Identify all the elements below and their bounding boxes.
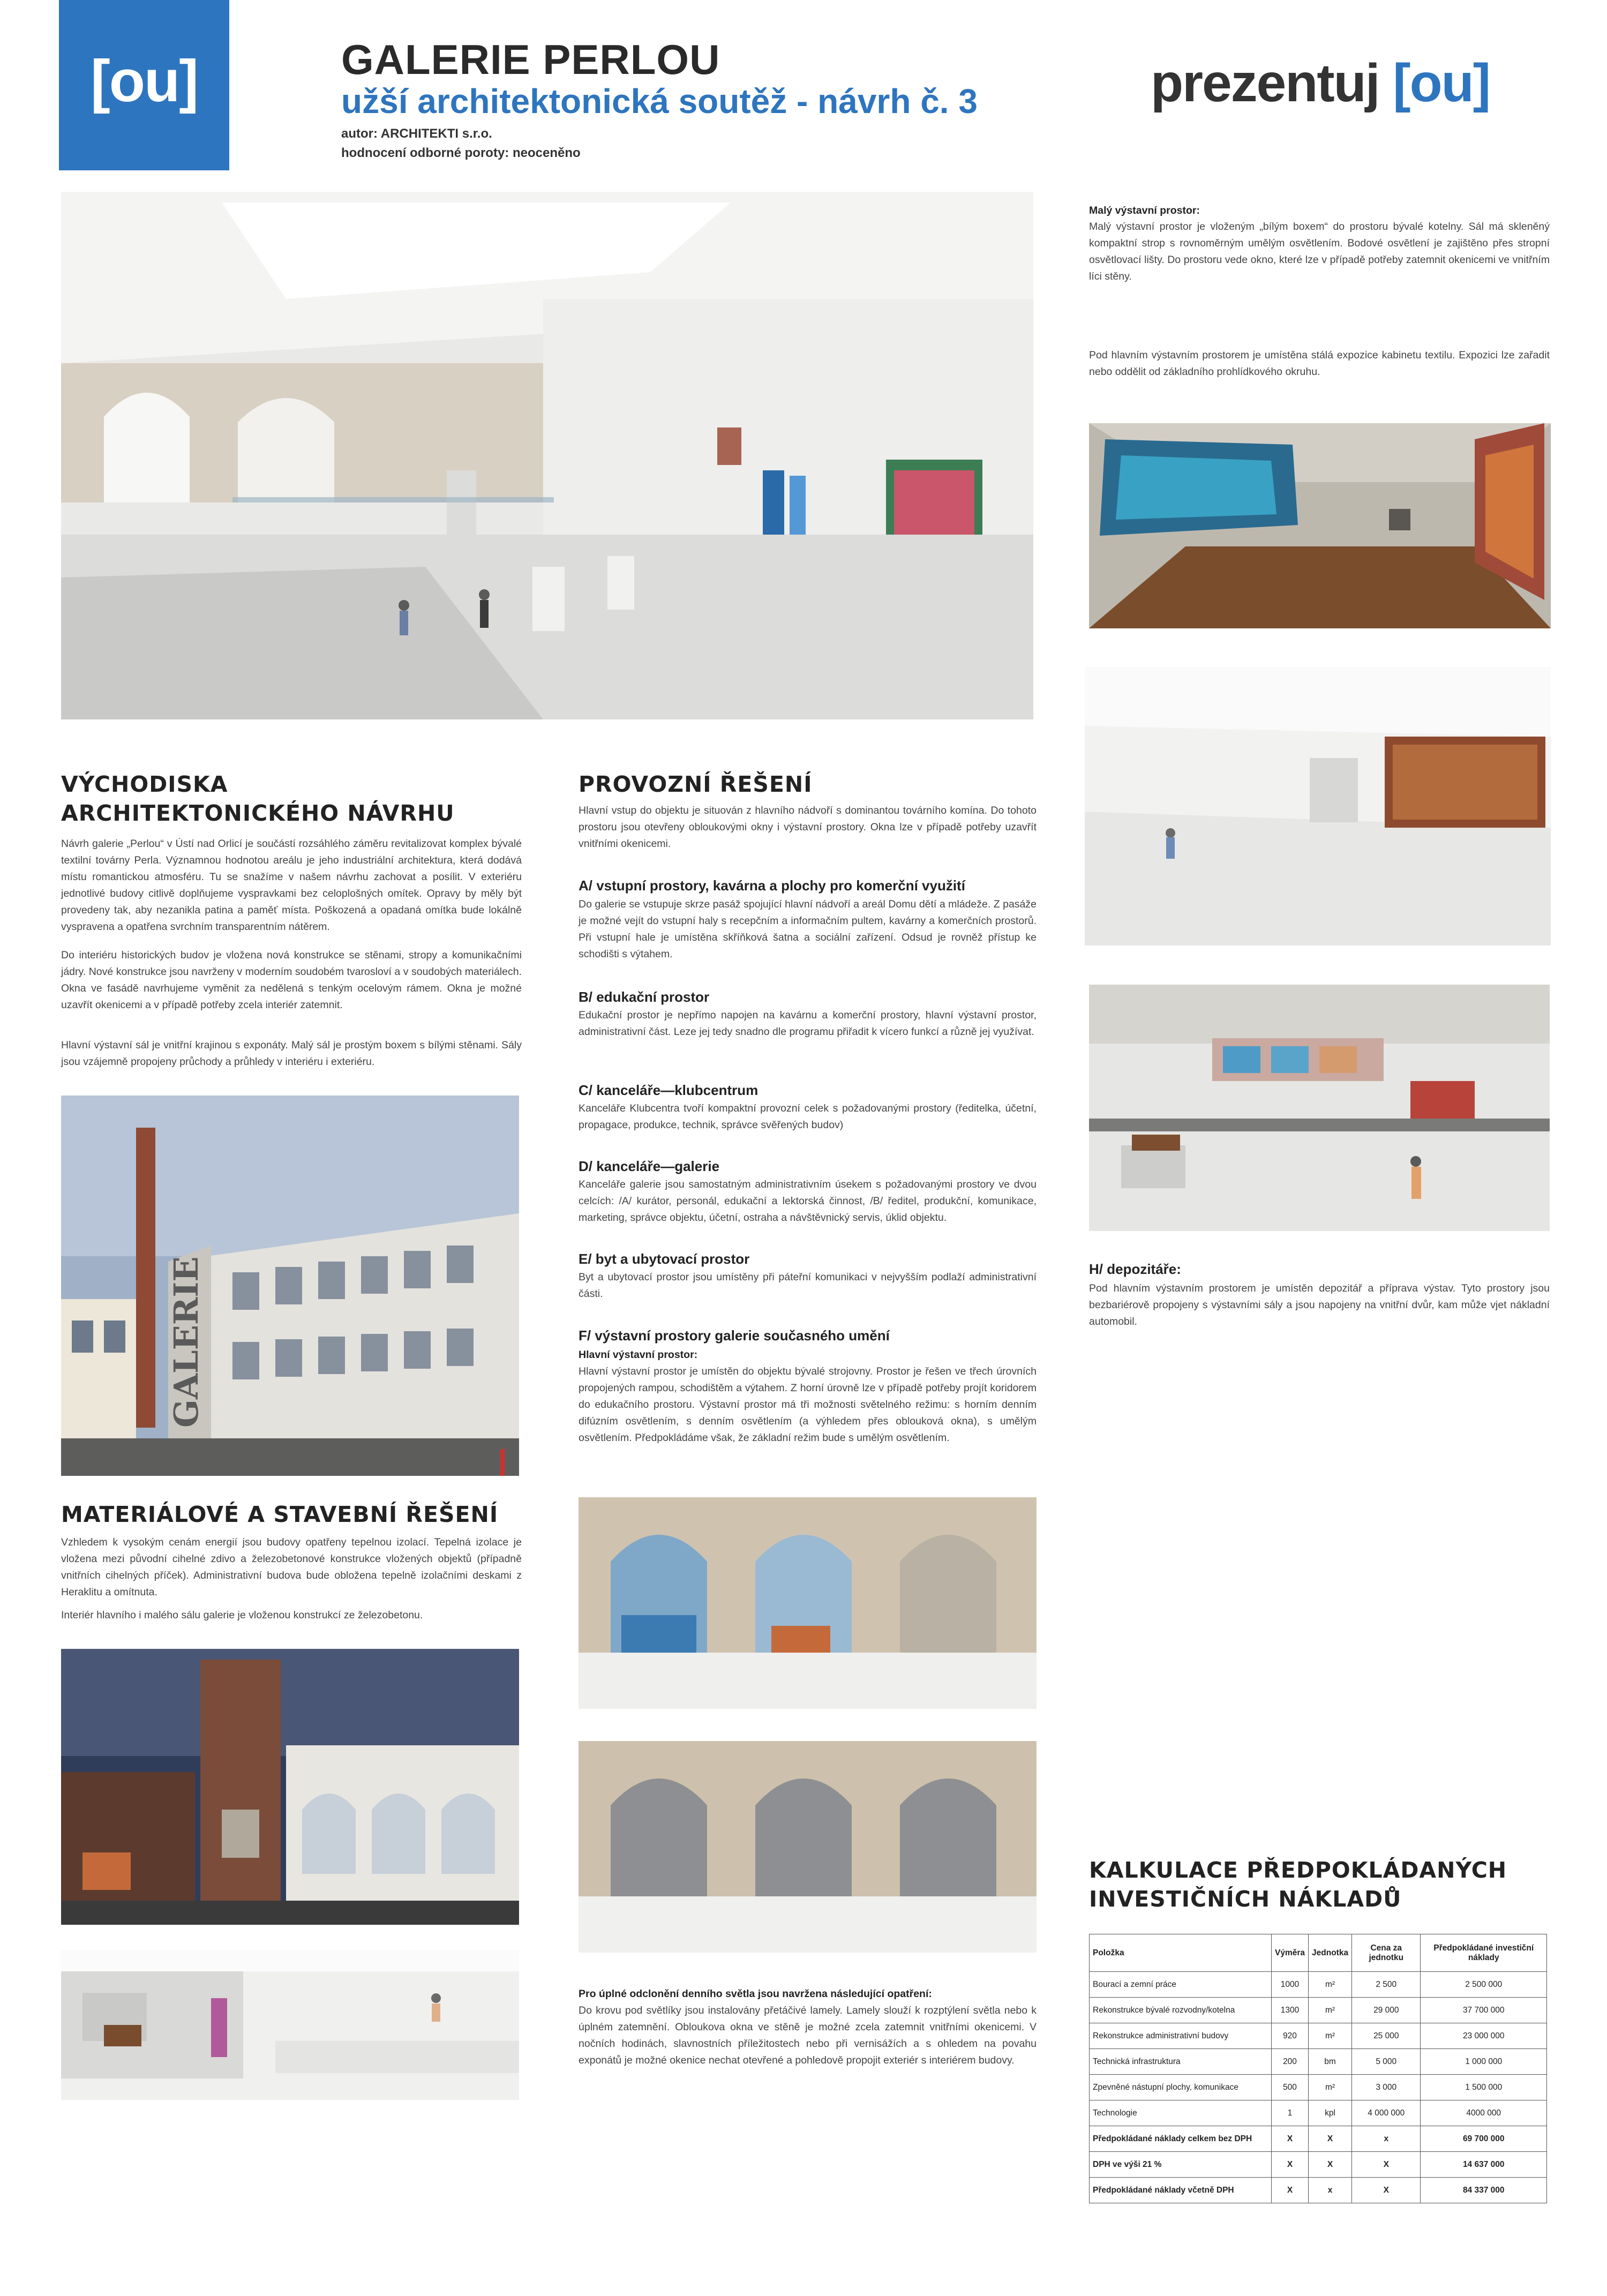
arched-windows-render-1	[579, 1497, 1037, 1709]
cell: 4 000 000	[1352, 2100, 1421, 2126]
cell: 200	[1272, 2049, 1309, 2075]
cost-table-header	[1090, 1934, 1547, 1972]
col-header: Položka	[1090, 1934, 1272, 1972]
poster-title: GALERIE PERLOU	[341, 36, 720, 83]
cell: Předpokládané náklady včetně DPH	[1090, 2178, 1272, 2203]
col-header: Cena za jednotku	[1352, 1934, 1421, 1972]
section-e-heading: E/ byt a ubytovací prostor	[579, 1251, 750, 1267]
cell: 2 500 000	[1421, 1972, 1547, 1998]
section-f-subheading: Hlavní výstavní prostor:	[579, 1349, 698, 1361]
cell: m²	[1309, 2075, 1352, 2100]
cell: Rekonstrukce bývalé rozvodny/kotelna	[1090, 1998, 1272, 2023]
cell: X	[1272, 2178, 1309, 2203]
materialy-text-1: Vzhledem k vysokým cenám energií jsou budovy opatřeny tepelnou izolací. Tepelná izolace je vložena mezi původní cihelné zdivo a železobetonové konstrukce vložených objektů (případně vnitřních cihelných příček). Administrativní budova bude obložena tepelně izolačními deskami z Heraklitu a omítnuta.	[61, 1536, 522, 1598]
textile-cabinet-text: Pod hlavním výstavním prostorem je umístěna stálá expozice kabinetu textilu. Expozici lze zařadit nebo oddělit od základního prohlídkového okruhu.	[1089, 349, 1550, 378]
cell: 1000	[1272, 1972, 1309, 1998]
cell: x	[1309, 2178, 1352, 2203]
cell: 2 500	[1352, 1972, 1421, 1998]
cell: 1 500 000	[1421, 2075, 1547, 2100]
total-row	[1090, 2178, 1547, 2203]
total-row	[1090, 2126, 1547, 2152]
vychodiska-text-3: Hlavní výstavní sál je vnitřní krajinou s exponáty. Malý sál je prostým boxem s bílými stěnami. Sály jsou vzájemně propojeny průchody a průhledy v interiéru i exteriéru.	[61, 1039, 522, 1068]
cell: X	[1272, 2152, 1309, 2178]
section-b-heading: B/ edukační prostor	[579, 989, 710, 1005]
cell: X	[1352, 2178, 1421, 2203]
cell: 5 000	[1352, 2049, 1421, 2075]
small-white-hall-render	[1085, 667, 1551, 946]
cell: 14 637 000	[1421, 2152, 1547, 2178]
cell: X	[1309, 2152, 1352, 2178]
small-hall-heading: Malý výstavní prostor:	[1089, 205, 1200, 216]
cell: 500	[1272, 2075, 1309, 2100]
depository-heading: H/ depozitáře:	[1089, 1261, 1181, 1277]
poster-subtitle: užší architektonická soutěž - návrh č. 3	[341, 82, 978, 121]
cell: Technická infrastruktura	[1090, 2049, 1272, 2075]
cost-table	[1089, 1934, 1547, 2203]
vychodiska-heading-line2: ARCHITEKTONICKÉHO NÁVRHU	[61, 800, 455, 826]
cell: 23 000 000	[1421, 2023, 1547, 2049]
vychodiska-heading-line1: VÝCHODISKA	[61, 771, 228, 797]
table-row	[1090, 2023, 1547, 2049]
cell: Bourací a zemní práce	[1090, 1972, 1272, 1998]
cell: 29 000	[1352, 1998, 1421, 2023]
costs-heading-line1: KALKULACE PŘEDPOKLÁDANÝCH	[1089, 1857, 1507, 1883]
cell: Zpevněné nástupní plochy, komunikace	[1090, 2075, 1272, 2100]
section-e-text: Byt a ubytovací prostor jsou umístěny při páteřní komunikaci v nejvyšším podlaží administrativní části.	[579, 1271, 1037, 1300]
cell: 25 000	[1352, 2023, 1421, 2049]
facade-sign: GALERIE	[167, 1256, 206, 1428]
cell: X	[1272, 2126, 1309, 2152]
small-hall-text: Malý výstavní prostor je vloženým „bílým boxem“ do prostoru bývalé kotelny. Sál má skleněný kompaktní strop s rovnoměrným umělým osvětlením. Bodové osvětlení je zajištěno přes stropní osvětlovací lišty. Do prostoru vede okno, které lze v případě potřeby zatemnit okenicemi ve vnitřním líci stěny.	[1089, 221, 1550, 282]
cell: Předpokládané náklady celkem bez DPH	[1090, 2126, 1272, 2152]
cell: DPH ve výši 21 %	[1090, 2152, 1272, 2178]
evaluation-line: hodnocení odborné poroty: neoceněno	[341, 146, 581, 160]
vychodiska-text-2: Do interiéru historických budov je vložena nová konstrukce se stěnami, stropy a komunikačními jádry. Nové konstrukce jsou navrženy v moderním soudobém tvarosloví a v soudobých materiálech. Okna ve fasádě navrhujeme vyměnit za nedělená s tenkým ocelovým rámem. Okna je možné uzavřít okenicemi a v případě potřeby zcela interiér zatemnit.	[61, 949, 522, 1011]
cell: 4000 000	[1421, 2100, 1547, 2126]
education-space-render	[61, 1950, 519, 2100]
section-a-text: Do galerie se vstupuje skrze pasáž spojující hlavní nádvoří a areál Domu dětí a mládeže. Z pasáže je možné vejít do vstupní haly s recepčním a informačním pultem, kavárny a komerčních prostorů. Při vstupní hale je umístěna skříňková šatna a sociální zařízení. Odsud je rovněž přístup ke schodišti s výtahem.	[579, 898, 1037, 960]
brand-accent: [ou]	[1393, 53, 1490, 113]
author-line: autor: ARCHITEKTI s.r.o.	[341, 126, 492, 141]
section-b-text: Edukační prostor je nepřímo napojen na kavárnu a komerční prostory, hlavní výstavní prostor, administrativní část. Leze jej tedy snadno dle programu přiřadit k vícero funkcí a různě jej využívat.	[579, 1009, 1037, 1038]
arched-windows-render-2	[579, 1741, 1037, 1953]
costs-heading-line2: INVESTIČNÍCH NÁKLADŮ	[1089, 1886, 1402, 1912]
ou-logo	[59, 0, 229, 170]
light-measures-heading: Pro úplné odclonění denního světla jsou navržena následující opatření:	[579, 1988, 932, 2000]
cell: 1300	[1272, 1998, 1309, 2023]
section-c-text: Kanceláře Klubcentra tvoří kompaktní provozní celek s požadovanými prostory (ředitelka, účetní, propagace, produkce, technik, správce svěřených budov)	[579, 1102, 1037, 1131]
table-row	[1090, 2075, 1547, 2100]
cell: Technologie	[1090, 2100, 1272, 2126]
table-row	[1090, 1972, 1547, 1998]
vychodiska-text-1: Návrh galerie „Perlou“ v Ústí nad Orlicí je součástí rozsáhlého záměru revitalizovat komplex bývalé textilní továrny Perla. Významnou hodnotou areálu je jeho industriální architektura, která dodává místu romantickou atmosféru. Tu se snažíme v našem návrhu zachovat a posílit. V exteriéru jednotlivé budovy citlivě doplňujeme vyspravkami bez celoplošných omítek. Opravy by měly být provedeny tak, aby nezanikla patina a paměť místa. Poškozená a opadaná omítka bude lokálně vyspravena a opatřena svrchním transparentním nátěrem.	[61, 838, 522, 933]
brand-main: prezentuj	[1151, 53, 1379, 113]
logo-text: [ou]	[91, 48, 198, 114]
section-d-heading: D/ kanceláře—galerie	[579, 1158, 720, 1174]
cell: 37 700 000	[1421, 1998, 1547, 2023]
cell: Rekonstrukce administrativní budovy	[1090, 2023, 1272, 2049]
textile-exhibition-render	[1089, 423, 1551, 628]
section-c-heading: C/ kanceláře—klubcentrum	[579, 1082, 759, 1098]
main-hall-render	[61, 192, 1033, 719]
col-header: Výměra	[1272, 1934, 1309, 1972]
cell: 1	[1272, 2100, 1309, 2126]
materialy-heading: MATERIÁLOVÉ A STAVEBNÍ ŘEŠENÍ	[61, 1502, 499, 1527]
cell: m²	[1309, 1998, 1352, 2023]
section-f-text: Hlavní výstavní prostor je umístěn do objektu bývalé strojovny. Prostor je řešen ve třech úrovních propojených rampou, schodištěm a výtahem. Z horní úrovně lze v případě potřeby projít koridorem do edukačního prostoru. Výstavní prostor má tři možnosti světelného režimu: s horním denním difúzním osvětlením, s denním osvětlením (a výhledem přes oblouková okna), s umělým osvětlením. Předpokládáme však, že základní režim bude s umělým osvětlením.	[579, 1365, 1037, 1444]
provozni-intro: Hlavní vstup do objektu je situován z hlavního nádvoří s dominantou továrního komína. Do tohoto prostoru jsou otevřeny obloukovými okny i výstavní prostory. Okna lze v případě potřeby uzavřít vnitřními okenicemi.	[579, 805, 1037, 850]
cell: m²	[1309, 2023, 1352, 2049]
cell: 69 700 000	[1421, 2126, 1547, 2152]
light-measures-text: Do krovu pod světlíky jsou instalovány přetáčivé lamely. Lamely slouží k rozptýlení světla nebo k úplném zatemnění. Obloukova okna ve stěně je možné zcela zatemnit vnitřními okenicemi. V nočních hodinách, slavnostních příležitostech nebo při vernisážích a s ohledem na povahu exponátů je možné okenice nechat otevřené a pohledově propojit exteriér s interiérem budovy.	[579, 2005, 1037, 2066]
materialy-text-2: Interiér hlavního i malého sálu galerie je vloženou konstrukcí ze železobetonu.	[61, 1609, 423, 1621]
col-header: Jednotka	[1309, 1934, 1352, 1972]
cell: X	[1309, 2126, 1352, 2152]
provozni-heading: PROVOZNÍ ŘEŠENÍ	[579, 771, 813, 797]
section-d-text: Kanceláře galerie jsou samostatným administrativním úsekem s požadovanými prostory ve dvou celcích: /A/ kurátor, personál, edukační a lektorská činnost, /B/ ředitel, produkční, komunikace, marketing, správce objektu, účetní, ostraha a návštěvnický servis, úklid objektu.	[579, 1179, 1037, 1224]
cell: 3 000	[1352, 2075, 1421, 2100]
table-row	[1090, 1998, 1547, 2023]
cell: X	[1352, 2152, 1421, 2178]
brand-logo	[1151, 52, 1490, 114]
cell: m²	[1309, 1972, 1352, 1998]
storage-level-render	[1089, 985, 1550, 1231]
cell: 1 000 000	[1421, 2049, 1547, 2075]
cell: 84 337 000	[1421, 2178, 1547, 2203]
col-header: Předpokládané investiční náklady	[1421, 1934, 1547, 1972]
cell: bm	[1309, 2049, 1352, 2075]
section-f-heading: F/ výstavní prostory galerie současného umění	[579, 1327, 890, 1344]
total-row	[1090, 2152, 1547, 2178]
table-row	[1090, 2049, 1547, 2075]
table-row	[1090, 2100, 1547, 2126]
depository-text: Pod hlavním výstavním prostorem je umístěn depozitář a příprava výstav. Tyto prostory jsou bezbariérově propojeny s výstavními sály a jsou napojeny na vnitřní dvůr, kam může vjet nákladní automobil.	[1089, 1282, 1550, 1327]
gallery-building-photo	[61, 1096, 519, 1476]
cell: kpl	[1309, 2100, 1352, 2126]
cell: 920	[1272, 2023, 1309, 2049]
courtyard-chimney-render	[61, 1649, 519, 1925]
cell: x	[1352, 2126, 1421, 2152]
section-a-heading: A/ vstupní prostory, kavárna a plochy pro komerční využití	[579, 877, 965, 894]
